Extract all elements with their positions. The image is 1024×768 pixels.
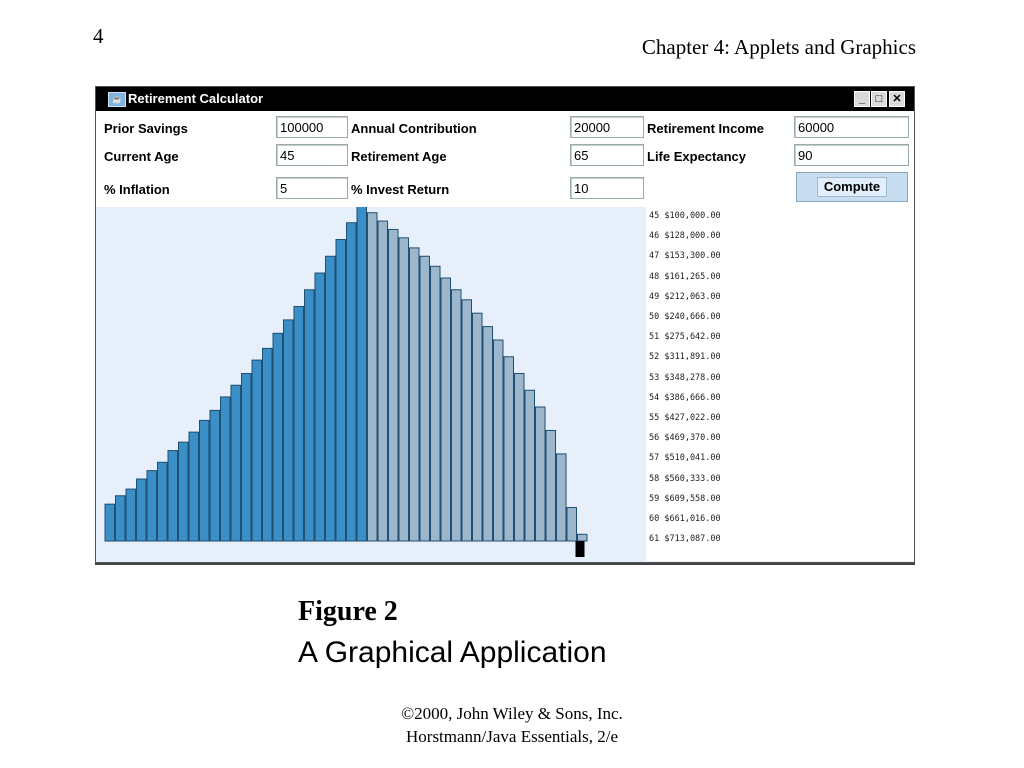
retirement-income-label: Retirement Income [647,121,765,136]
withdrawal-bar [473,313,483,541]
inflation-input[interactable]: 5 [276,177,348,199]
invest-return-label: % Invest Return [351,182,450,197]
accumulation-bar [357,207,367,541]
current-age-label: Current Age [104,149,179,164]
accumulation-bar [242,374,252,542]
app-icon: ☕ [108,92,126,107]
table-row: 51 $275,642.00 [649,332,721,343]
table-row: 54 $386,666.00 [649,392,721,403]
accumulation-bar [347,223,357,541]
withdrawal-bar [420,256,430,541]
accumulation-bar [305,290,315,541]
accumulation-bar [210,410,220,541]
table-row: 57 $510,041.00 [649,453,721,464]
table-row: 56 $469,370.00 [649,433,721,444]
annual-contribution-label: Annual Contribution [351,121,477,136]
figure-caption: A Graphical Application [298,636,607,669]
withdrawal-bar [567,508,577,542]
maximize-button[interactable]: □ [871,91,887,107]
balance-chart-svg [96,207,646,561]
retirement-income-input[interactable]: 60000 [794,116,909,138]
accumulation-bar [168,451,178,541]
footer-book: Horstmann/Java Essentials, 2/e [406,727,618,746]
compute-button-label: Compute [817,177,887,197]
table-row: 46 $128,000.00 [649,231,721,242]
life-expectancy-input[interactable]: 90 [794,144,909,166]
withdrawal-bar [410,248,420,541]
accumulation-bar [147,471,157,541]
table-row: 45 $100,000.00 [649,211,721,221]
withdrawal-bar [504,357,514,541]
withdrawal-bar [515,374,525,542]
table-row: 49 $212,063.00 [649,291,721,302]
current-age-input[interactable]: 45 [276,144,348,166]
accumulation-bar [126,489,136,541]
withdrawal-bar [494,340,504,541]
accumulation-bar [284,320,294,541]
accumulation-bar [252,360,262,541]
balance-table [646,207,914,561]
accumulation-bar [336,240,346,542]
chapter-title: Chapter 4: Applets and Graphics [641,35,916,59]
compute-button[interactable] [796,172,908,202]
accumulation-bar [231,385,241,541]
invest-return-input[interactable]: 10 [570,177,644,199]
close-button[interactable]: ✕ [889,91,905,107]
accumulation-bar [326,256,336,541]
accumulation-bar [263,348,273,541]
inflation-label: % Inflation [104,182,170,197]
accumulation-bar [116,496,126,541]
withdrawal-bar [399,238,409,541]
minimize-button[interactable]: _ [854,91,870,107]
withdrawal-bar [525,390,535,541]
accumulation-bar [200,420,210,541]
withdrawal-bar [536,407,546,541]
balance-chart [96,207,646,561]
accumulation-bar [221,397,231,541]
retirement-age-input[interactable]: 65 [570,144,644,166]
table-row: 59 $609,558.00 [649,493,721,504]
accumulation-bar [105,504,115,541]
table-row: 58 $560,333.00 [649,473,721,484]
withdrawal-bar [557,454,567,541]
table-row: 61 $713,087.00 [649,534,721,545]
title-bar[interactable] [96,87,914,111]
prior-savings-input[interactable]: 100000 [276,116,348,138]
table-row: 52 $311,891.00 [649,352,721,363]
life-expectancy-label: Life Expectancy [647,149,746,164]
accumulation-bar [315,273,325,541]
annual-contribution-input[interactable]: 20000 [570,116,644,138]
withdrawal-bar [578,534,588,541]
footer-copyright: ©2000, John Wiley & Sons, Inc. [401,704,623,723]
accumulation-bar [189,432,199,541]
page-number: 4 [93,24,104,48]
table-row: 55 $427,022.00 [649,413,721,423]
withdrawal-bar [452,290,462,541]
table-row: 53 $348,278.00 [649,372,721,383]
window-title: Retirement Calculator [128,91,264,106]
accumulation-bar [158,462,168,541]
table-row: 50 $240,666.00 [649,312,721,322]
withdrawal-bar [441,278,451,541]
withdrawal-bar [546,430,556,541]
table-row: 60 $661,016.00 [649,514,721,524]
accumulation-bar [273,333,283,541]
table-row: 48 $161,265.00 [649,271,721,282]
table-row: 47 $153,300.00 [649,251,721,262]
figure-title: Figure 2 [298,596,398,627]
selected-bar-marker[interactable] [576,541,585,557]
withdrawal-bar [483,327,493,541]
retirement-calculator-window [95,86,915,563]
retirement-age-label: Retirement Age [351,149,447,164]
input-form [96,111,914,207]
accumulation-bar [137,479,147,541]
accumulation-bar [179,442,189,541]
accumulation-bar [294,307,304,542]
withdrawal-bar [431,266,441,541]
withdrawal-bar [462,300,472,541]
withdrawal-bar [378,221,388,541]
prior-savings-label: Prior Savings [104,121,188,136]
withdrawal-bar [368,213,378,541]
withdrawal-bar [389,229,399,541]
